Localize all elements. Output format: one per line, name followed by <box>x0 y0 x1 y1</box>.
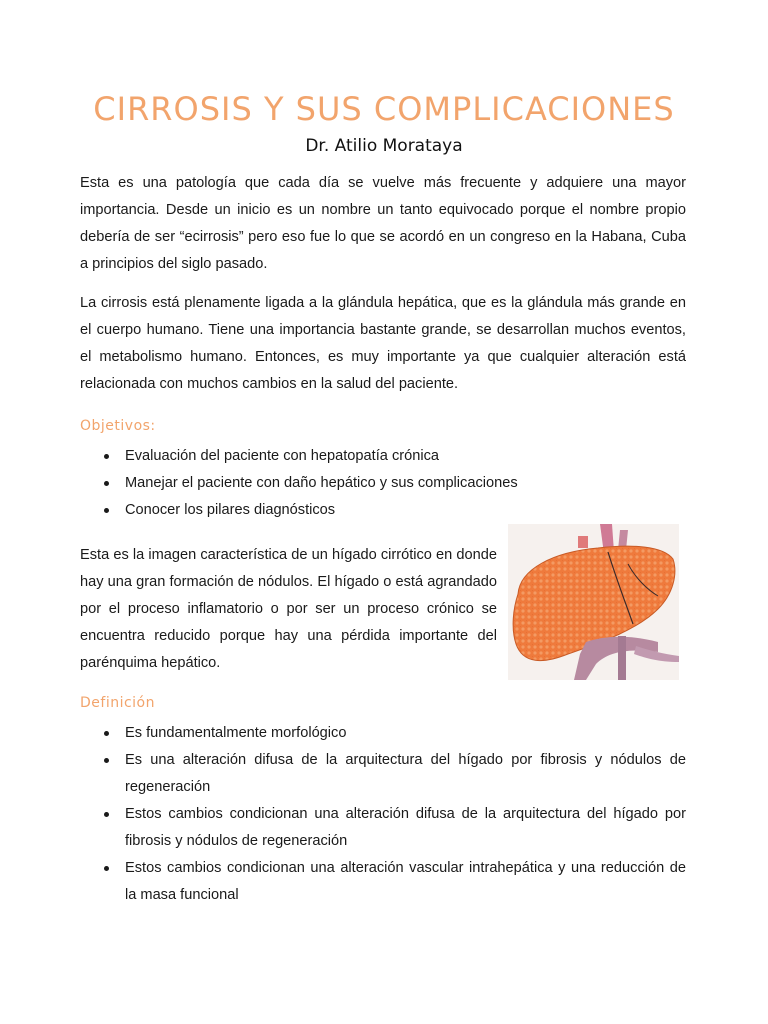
list-item: Evaluación del paciente con hepatopatía crónica <box>80 443 686 470</box>
list-item: Conocer los pilares diagnósticos <box>80 497 686 524</box>
list-item: Es fundamentalmente morfológico <box>80 720 686 747</box>
liver-drawing <box>508 524 679 680</box>
bullet-icon <box>104 812 109 817</box>
list-item: Es una alteración difusa de la arquitectura del hígado por fibrosis y nódulos de regeneración <box>80 747 686 801</box>
objetivos-heading: Objetivos: <box>80 418 156 434</box>
bullet-icon <box>104 481 109 486</box>
bullet-icon <box>104 758 109 763</box>
bullet-icon <box>104 731 109 736</box>
definicion-heading: Definición <box>80 695 155 711</box>
list-item: Estos cambios condicionan una alteración difusa de la arquitectura del hígado por fibrosis y nódulos de regeneración <box>80 801 686 855</box>
liver-image-paragraph: Esta es la imagen característica de un hígado cirrótico en donde hay una gran formación de nódulos. El hígado o está agrandado por el proceso inflamatorio o por ser un proceso crónico se encuentra reducido porque hay una pérdida importante del parénquima hepático. <box>80 547 497 671</box>
definicion-list <box>80 720 686 909</box>
objetivos-list <box>80 443 686 524</box>
cirrhotic-liver-illustration <box>508 524 679 680</box>
list-item: Manejar el paciente con daño hepático y sus complicaciones <box>80 470 686 497</box>
bullet-icon <box>104 454 109 459</box>
author-name: Dr. Atilio Morataya <box>305 136 463 156</box>
list-item: Estos cambios condicionan una alteración vascular intrahepática y una reducción de la masa funcional <box>80 855 686 909</box>
intro-paragraph-2: La cirrosis está plenamente ligada a la glándula hepática, que es la glándula más grande en el cuerpo humano. Tiene una importancia bastante grande, se desarrollan muchos eventos, el metabolismo humano. Entonces, es muy importante ya que cualquier alteración está relacionada con muchos cambios en la salud del paciente. <box>80 295 686 392</box>
bullet-icon <box>104 866 109 871</box>
bullet-icon <box>104 508 109 513</box>
document-title: CIRROSIS Y SUS COMPLICACIONES <box>93 90 675 128</box>
intro-paragraph-1: Esta es una patología que cada día se vuelve más frecuente y adquiere una mayor importancia. Desde un inicio es un nombre un tanto equivocado porque el nombre propio debería de ser “ecirrosis” pero eso fue lo que se acordó en un congreso en la Habana, Cuba a principios del siglo pasado. <box>80 175 686 272</box>
